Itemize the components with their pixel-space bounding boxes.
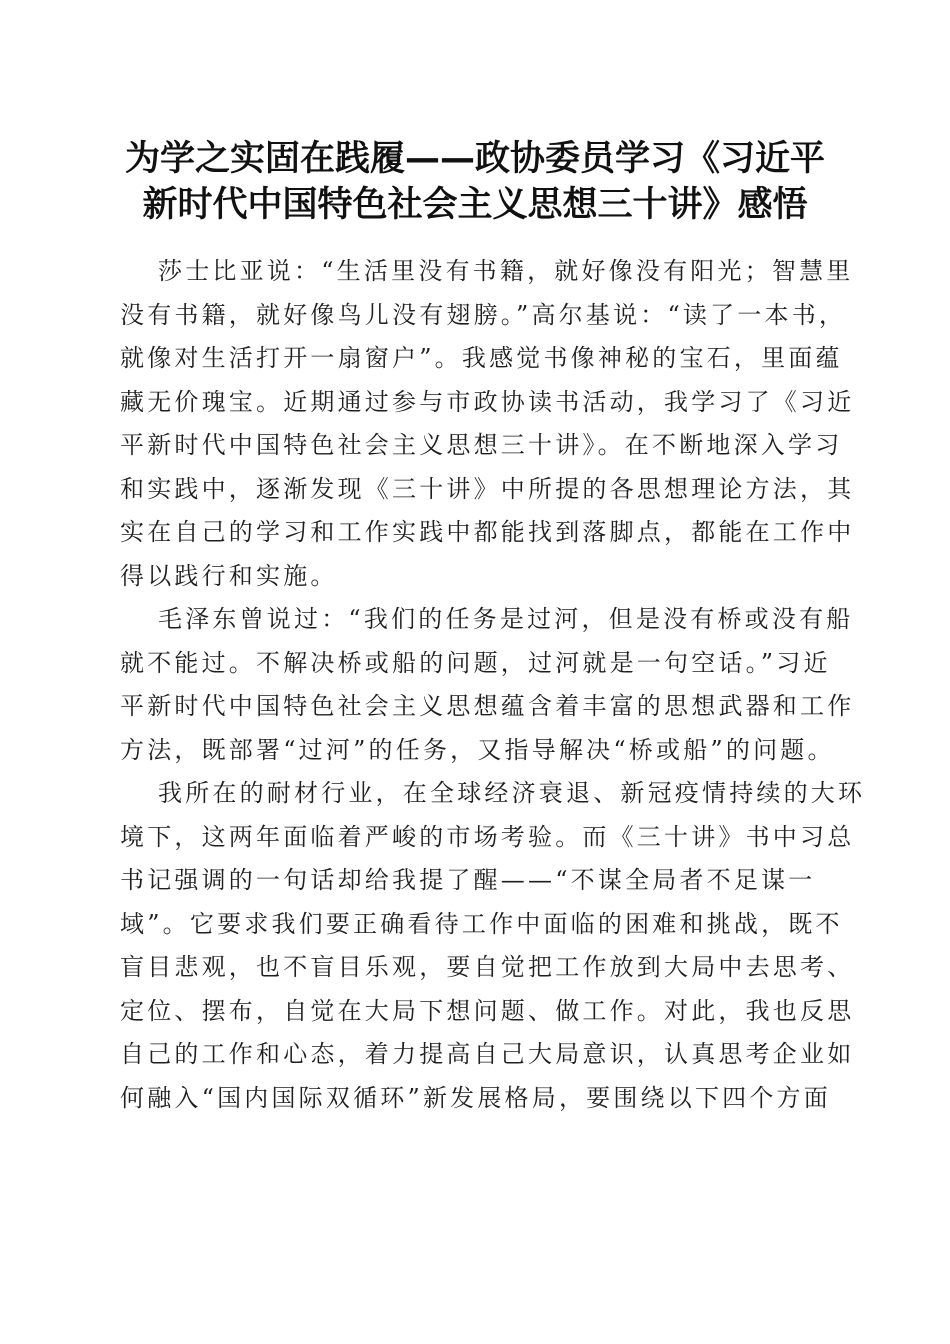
document-body: [120, 250, 866, 1120]
title-line: 为学之实固在践履——政协委员学习《习近平: [124, 139, 825, 179]
text-line: 和实践中，逐渐发现《三十讲》中所提的各思想理论方法，其: [120, 474, 855, 503]
text-line: 盲目悲观，也不盲目乐观，要自觉把工作放到大局中去思考、: [120, 953, 855, 981]
paragraph: [120, 598, 855, 772]
text-line: 何融入“国内国际双循环”新发展格局，要围绕以下四个方面: [120, 1083, 831, 1112]
text-line: 实在自己的学习和工作实践中都能找到落脚点，都能在工作中: [120, 518, 855, 546]
text-line: 境下，这两年面临着严峻的市场考验。而《三十讲》书中习总: [120, 822, 855, 851]
text-line: 莎士比亚说：“生活里没有书籍，就好像没有阳光；智慧里: [158, 257, 854, 285]
text-line: 就不能过。不解决桥或船的问题，过河就是一句空话。”习近: [120, 648, 831, 677]
text-line: 毛泽东曾说过：“我们的任务是过河，但是没有桥或没有船: [158, 605, 854, 633]
text-line: 没有书籍，就好像鸟儿没有翅膀。”高尔基说：“读了一本书，: [120, 300, 847, 329]
text-line: 平新时代中国特色社会主义思想蕴含着丰富的思想武器和工作: [120, 692, 855, 720]
text-line: 平新时代中国特色社会主义思想三十讲》。在不断地深入学习: [120, 431, 843, 459]
document-title: [100, 136, 850, 228]
paragraph: [120, 772, 866, 1120]
text-line: 定位、摆布，自觉在大局下想问题、做工作。对此，我也反思: [120, 996, 855, 1025]
paragraph: [120, 250, 855, 598]
text-line: 藏无价瑰宝。近期通过参与市政协读书活动，我学习了《习近: [120, 387, 855, 416]
text-line: 得以践行和实施。: [120, 561, 338, 590]
title-line: 新时代中国特色社会主义思想三十讲》感悟: [142, 185, 808, 225]
text-line: 就像对生活打开一扇窗户”。我感觉书像神秘的宝石，里面蕴: [120, 344, 843, 372]
text-line: 我所在的耐材行业，在全球经济衰退、新冠疫情持续的大环: [158, 779, 866, 807]
text-line: 域”。它要求我们要正确看待工作中面临的困难和挑战，既不: [120, 909, 843, 938]
text-line: 书记强调的一句话却给我提了醒——“不谋全局者不足谋一: [120, 866, 816, 894]
text-line: 自己的工作和心态，着力提高自己大局意识，认真思考企业如: [120, 1040, 855, 1068]
text-line: 方法，既部署“过河”的任务，又指导解决“桥或船”的问题。: [120, 735, 835, 764]
